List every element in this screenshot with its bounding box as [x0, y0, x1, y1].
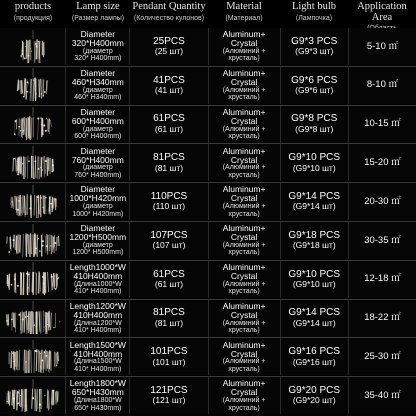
product-image [0, 28, 65, 65]
lamp-size-cell: Length1800*W 650*H430mm (Длина1800*W 650* H430mm) [65, 377, 129, 414]
product-image [0, 300, 65, 337]
pendant-quantity-cell: 61PCS (61 шт) [129, 106, 207, 143]
application-area-cell: 12-18 ㎡ [348, 261, 416, 298]
application-area-cell: 8-10 ㎡ [348, 67, 416, 104]
light-bulb-cell: G9*8 PCS (G9*8 шт) [280, 106, 348, 143]
material-cell: Aluminum+ Crystal (Алюминий + хрусталь) [208, 183, 280, 220]
product-image [0, 106, 65, 143]
product-image [0, 338, 65, 375]
pendant-quantity-cell: 110PCS (110 шт) [129, 183, 207, 220]
application-area-cell: 20-30 ㎡ [348, 183, 416, 220]
spec-rows [0, 28, 416, 416]
material-cell: Aluminum+ Crystal (Алюминий + хрусталь) [208, 377, 280, 414]
round-crystal-chandelier-icon [3, 30, 63, 64]
pendant-quantity-cell: 61PCS (61 шт) [129, 261, 207, 298]
light-bulb-cell: G9*20 PCS (G9*20 шт) [280, 377, 348, 414]
header-lamp-size: Lamp size (Размер лампы) [71, 1, 125, 22]
material-cell: Aluminum+ Crystal (Алюминий + хрусталь) [208, 67, 280, 104]
header-light-bulb: Light bulb (Лампочка) [291, 1, 337, 22]
application-area-cell: 35-40 ㎡ [348, 377, 416, 414]
product-image [0, 144, 65, 181]
table-row [0, 183, 416, 220]
material-cell: Aluminum+ Crystal (Алюминий + хрусталь) [208, 28, 280, 65]
pendant-quantity-cell: 81PCS (81 шт) [129, 144, 207, 181]
round-crystal-chandelier-icon [3, 185, 63, 219]
lamp-size-cell: Diameter 1200*H500mm (диаметр 1200* H500mm) [65, 222, 129, 259]
pendant-quantity-cell: 121PCS (121 шт) [129, 377, 207, 414]
material-cell: Aluminum+ Crystal (Алюминий + хрусталь) [208, 222, 280, 259]
lamp-size-cell: Length1500*W 410H400mm (Длина1500*W 410* H400mm) [65, 338, 129, 375]
table-row [0, 300, 416, 337]
product-image [0, 261, 65, 298]
round-crystal-chandelier-icon [3, 107, 63, 141]
lamp-size-cell: Diameter 760*H400mm (диаметр 760* H400mm) [65, 144, 129, 181]
pendant-quantity-cell: 41PCS (41 шт) [129, 67, 207, 104]
table-header [0, 0, 416, 28]
application-area-cell: 30-35 ㎡ [348, 222, 416, 259]
light-bulb-cell: G9*10 PCS (G9*10 шт) [280, 144, 348, 181]
pendant-quantity-cell: 25PCS (25 шт) [129, 28, 207, 65]
material-cell: Aluminum+ Crystal (Алюминий + хрусталь) [208, 300, 280, 337]
product-image [0, 222, 65, 259]
table-row [0, 28, 416, 65]
oval-crystal-chandelier-icon [3, 301, 63, 335]
pendant-quantity-cell: 107PCS (107 шт) [129, 222, 207, 259]
header-pendant-quantity: Pendant Quantity (Количество кулонов) [132, 1, 206, 22]
header-application-area: Application Area [357, 1, 407, 23]
product-image [0, 377, 65, 414]
table-row [0, 377, 416, 414]
lamp-size-cell: Diameter 1000*H420mm (диаметр 1000* H420mm) [65, 183, 129, 220]
material-cell: Aluminum+ Crystal (Алюминий + хрусталь) [208, 338, 280, 375]
lamp-size-cell: Diameter 320*H400mm (диаметр 320* H400mm) [65, 28, 129, 65]
pendant-quantity-cell: 101PCS (101 шт) [129, 338, 207, 375]
table-row [0, 67, 416, 104]
header-products: products (продукция) [13, 1, 53, 22]
light-bulb-cell: G9*16 PCS (G9*16 шт) [280, 338, 348, 375]
light-bulb-cell: G9*14 PCS (G9*14 шт) [280, 183, 348, 220]
oval-crystal-chandelier-icon [3, 262, 63, 296]
lamp-size-cell: Length1200*W 410H400mm (Длина1200*W 410* H400mm) [65, 300, 129, 337]
table-row [0, 144, 416, 181]
table-row [0, 338, 416, 375]
light-bulb-cell: G9*10 PCS (G9*10 шт) [280, 261, 348, 298]
round-crystal-chandelier-icon [3, 224, 63, 258]
application-area-cell: 15-20 ㎡ [348, 144, 416, 181]
application-area-cell: 5-10 ㎡ [348, 28, 416, 65]
light-bulb-cell: G9*6 PCS (G9*6 шт) [280, 67, 348, 104]
material-cell: Aluminum+ Crystal (Алюминий + хрусталь) [208, 144, 280, 181]
table-row [0, 106, 416, 143]
table-row [0, 222, 416, 259]
lamp-size-cell: Diameter 460*H340mm (диаметр 460* H340mm) [65, 67, 129, 104]
round-crystal-chandelier-icon [3, 68, 63, 102]
light-bulb-cell: G9*3 PCS (G9*3 шт) [280, 28, 348, 65]
application-area-cell: 10-15 ㎡ [348, 106, 416, 143]
lamp-size-cell: Length1000*W 410H400mm (Длина1000*W 410* H400mm) [65, 261, 129, 298]
light-bulb-cell: G9*14 PCS (G9*14 шт) [280, 300, 348, 337]
application-area-cell: 25-30 ㎡ [348, 338, 416, 375]
oval-crystal-chandelier-icon [3, 379, 63, 413]
material-cell: Aluminum+ Crystal (Алюминий + хрусталь) [208, 261, 280, 298]
material-cell: Aluminum+ Crystal (Алюминий + хрусталь) [208, 106, 280, 143]
pendant-quantity-cell: 81PCS (81 шт) [129, 300, 207, 337]
light-bulb-cell: G9*18 PCS (G9*18 шт) [280, 222, 348, 259]
lamp-size-cell: Diameter 600*H400mm (диаметр 600* H400mm) [65, 106, 129, 143]
table-row [0, 261, 416, 298]
application-area-cell: 18-22 ㎡ [348, 300, 416, 337]
round-crystal-chandelier-icon [3, 146, 63, 180]
product-image [0, 67, 65, 104]
oval-crystal-chandelier-icon [3, 340, 63, 374]
product-image [0, 183, 65, 220]
header-material: Material (Материал) [225, 1, 263, 22]
